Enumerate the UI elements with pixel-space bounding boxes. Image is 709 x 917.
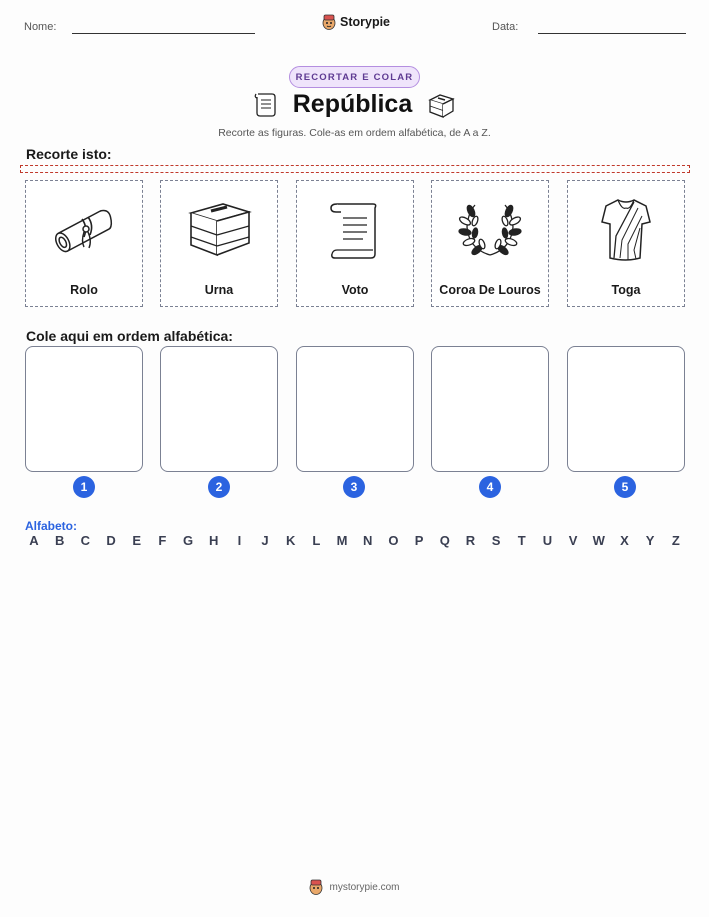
alphabet-letter: Y xyxy=(645,533,655,548)
alphabet-letter: X xyxy=(620,533,629,548)
alphabet-letter: J xyxy=(261,533,269,548)
alphabet-letter: F xyxy=(158,533,167,548)
alphabet-letter: W xyxy=(592,533,605,548)
slot-number-badge: 4 xyxy=(479,476,501,498)
paste-slot-1[interactable] xyxy=(25,346,143,472)
instructions: Recorte as figuras. Cole-as em ordem alfabética, de A a Z. xyxy=(218,127,491,139)
slot-number-badge: 1 xyxy=(73,476,95,498)
alphabet-letter: I xyxy=(237,533,242,548)
alphabet-label: Alfabeto: xyxy=(25,519,77,533)
laurel-wreath-icon xyxy=(455,199,525,263)
alphabet-letter: C xyxy=(80,533,91,548)
date-label: Data: xyxy=(492,21,519,33)
footer-url[interactable]: mystorypie.com xyxy=(329,881,400,893)
scroll-roll-icon xyxy=(48,199,120,263)
alphabet-letter: G xyxy=(182,533,194,548)
paste-section-label: Cole aqui em ordem alfabética: xyxy=(26,328,233,344)
alphabet-letter: N xyxy=(363,533,373,548)
mascot-icon xyxy=(322,14,336,30)
name-field-line[interactable] xyxy=(72,33,255,34)
title-row xyxy=(0,90,709,119)
cut-card-rolo[interactable] xyxy=(25,180,143,307)
alphabet-letter: T xyxy=(517,533,526,548)
card-label: Urna xyxy=(204,283,234,297)
paste-slot-2[interactable] xyxy=(160,346,278,472)
paste-slot-3[interactable] xyxy=(296,346,414,472)
alphabet-letter: H xyxy=(209,533,219,548)
card-label: Coroa De Louros xyxy=(439,283,541,297)
alphabet-letter: A xyxy=(29,533,39,548)
paste-slot-5[interactable] xyxy=(567,346,685,472)
activity-badge: RECORTAR E COLAR xyxy=(289,66,420,88)
alphabet-letter: S xyxy=(491,533,501,548)
page-title: República xyxy=(292,90,413,118)
alphabet-letter: U xyxy=(542,533,553,548)
alphabet-letter: Q xyxy=(439,533,450,548)
alphabet-letter: B xyxy=(54,533,65,548)
cut-line xyxy=(20,165,690,173)
alphabet-letter: O xyxy=(388,533,399,548)
alphabet-letter: R xyxy=(465,533,476,548)
card-label: Voto xyxy=(341,283,369,297)
cut-section-label: Recorte isto: xyxy=(26,146,112,162)
slot-number-badge: 2 xyxy=(208,476,230,498)
alphabet-letter: K xyxy=(286,533,296,548)
date-field-line[interactable] xyxy=(538,33,686,34)
scroll-icon xyxy=(253,91,279,119)
alphabet-letter: E xyxy=(132,533,142,548)
card-label: Toga xyxy=(611,283,641,297)
mascot-icon xyxy=(309,879,323,895)
alphabet-letter: V xyxy=(568,533,578,548)
ballot-scroll-icon xyxy=(323,198,387,264)
cut-card-coroa-de-louros[interactable] xyxy=(431,180,549,307)
slot-number-badge: 3 xyxy=(343,476,365,498)
name-label: Nome: xyxy=(24,21,57,33)
ballot-box-icon xyxy=(183,199,255,263)
alphabet-letter: D xyxy=(106,533,116,548)
card-label: Rolo xyxy=(70,283,98,297)
footer xyxy=(0,879,709,895)
alphabet-letter: M xyxy=(336,533,348,548)
alphabet-letter: L xyxy=(312,533,321,548)
cut-card-urna[interactable] xyxy=(160,180,278,307)
slot-number-badge: 5 xyxy=(614,476,636,498)
alphabet-letter: Z xyxy=(671,533,680,548)
cut-card-toga[interactable] xyxy=(567,180,685,307)
brand-logo xyxy=(322,14,390,30)
brand-name: Storypie xyxy=(340,15,391,29)
toga-icon xyxy=(596,196,656,266)
cut-card-voto[interactable] xyxy=(296,180,414,307)
paste-slot-4[interactable] xyxy=(431,346,549,472)
alphabet-row xyxy=(27,533,683,548)
ballot-box-icon xyxy=(426,91,456,119)
alphabet-letter: P xyxy=(414,533,424,548)
